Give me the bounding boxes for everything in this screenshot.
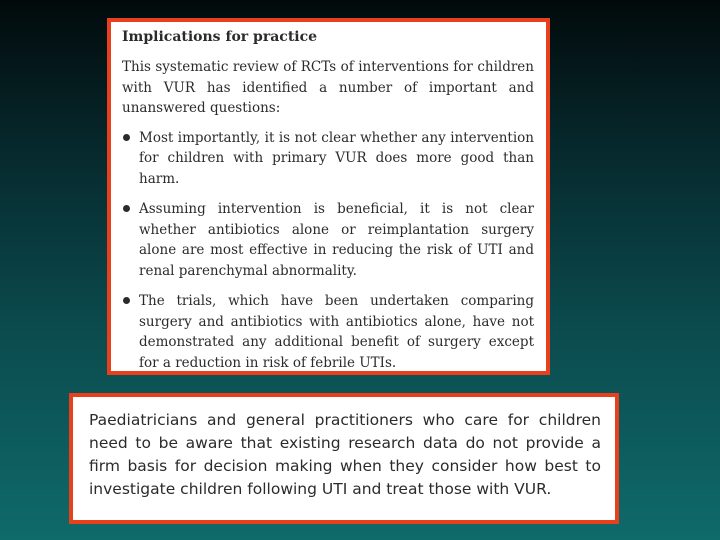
bullet-item	[122, 128, 534, 190]
bullet-icon	[123, 134, 130, 141]
bullet-icon	[123, 297, 130, 304]
implications-box	[107, 18, 550, 375]
implications-bullet-list	[122, 128, 534, 374]
bullet-text: The trials, which have been undertaken comparing surgery and antibiotics with antibiotics alone, have not demonstrated any additional benefit of surgery except for a reduction in risk of febrile UTIs.	[139, 293, 534, 371]
bullet-text: Assuming intervention is beneficial, it is not clear whether antibiotics alone or reimplantation surgery alone are most effective in reducing the risk of UTI and renal parenchymal abnormality.	[139, 201, 534, 279]
bullet-text: Most importantly, it is not clear whether any intervention for children with primary VUR does more good than harm.	[139, 129, 534, 187]
callout-box	[69, 393, 619, 524]
bullet-item	[122, 291, 534, 373]
callout-text: Paediatricians and general practitioners who care for children need to be aware that existing research data do not provide a firm basis for decision making when they consider how best to investigate children following UTI and treat those with VUR.	[89, 411, 601, 498]
bullet-icon	[123, 205, 130, 212]
bullet-item	[122, 199, 534, 281]
implications-heading: Implications for practice	[122, 29, 318, 45]
implications-intro: This systematic review of RCTs of interventions for children with VUR has identified a number of important and unanswered questions:	[122, 59, 534, 116]
